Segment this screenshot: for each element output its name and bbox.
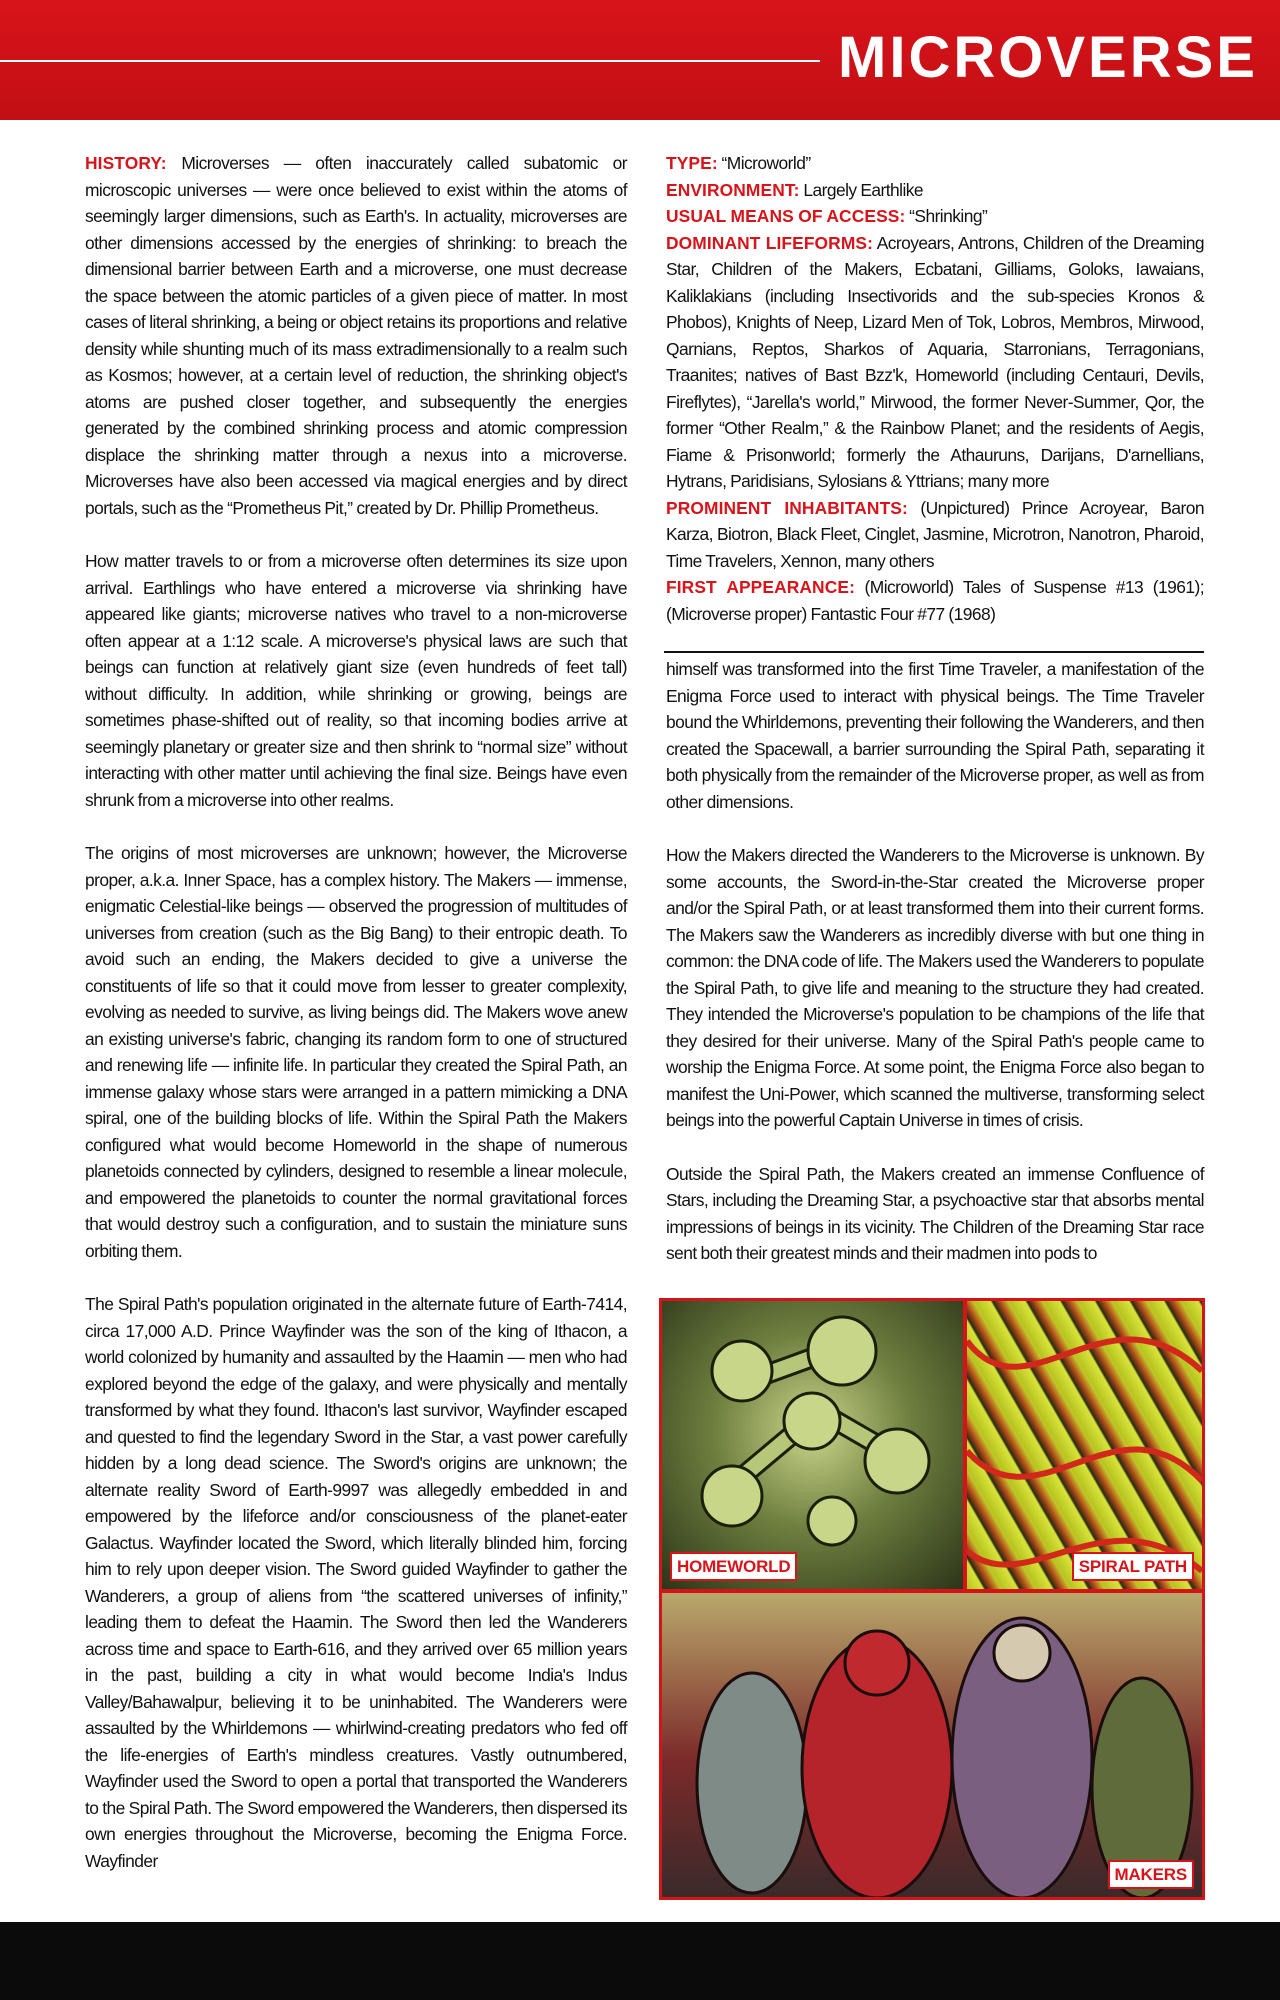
stat-first-appearance-value: (Microworld) Tales of Suspense #13 (1961); (Microverse proper) Fantastic Four #77 (1968) [666,577,1204,624]
stat-environment [666,177,1204,204]
spiral-path-image [967,1301,1202,1589]
makers-image [662,1593,1202,1897]
stat-lifeforms [666,230,1204,495]
stat-first-appearance [666,574,1204,627]
continued-paragraph-3: Outside the Spiral Path, the Makers created an immense Confluence of Stars, including the Dreaming Star, a psychoactive star that absorbs mental impressions of beings in its vicinity. The Children of the Dreaming Star race sent both their greatest minds and their madmen into pods to [666,1163,1204,1263]
stat-first-appearance-label: FIRST APPEARANCE: [666,577,855,597]
illustration-panels [659,1298,1205,1900]
stat-inhabitants [666,495,1204,575]
history-paragraph-1 [85,150,627,521]
header-rule [0,60,820,62]
stat-access-label: USUAL MEANS OF ACCESS: [666,206,906,226]
page-title: MICROVERSE [838,25,1258,90]
homeworld-image [662,1301,963,1589]
history-paragraph-4: The Spiral Path's population originated in the alternate future of Earth-7414, circa 17,000 A.D. Prince Wayfinder was the son of the king of Ithacon, a world colonized by humanity and assaulted by the Haamin — men who had explored beyond the edge of the galaxy, and were physically and mentally transformed by what they found. Ithacon's last survivor, Wayfinder escaped and quested to find the legendary Sword in the Star, a vast power carefully hidden by a long dead science. The Sword's origins are unknown; the alternate reality Sword of Earth-9997 was allegedly embedded in and empowered by the lifeforce and/or consciousness of the planet-eater Galactus. Wayfinder located the Sword, which literally blinded him, forcing him to rely upon deeper vision. The Sword guided Wayfinder to gather the Wanderers, a group of aliens from “the scattered universes of infinity,” leading them to defeat the Haamin. The Sword then led the Wanderers across time and space to Earth-616, and they arrived over 65 million years in the past, building a city in what would become India's Indus Valley/Bahawalpur, believing it to be uninhabited. The Wanderers were assaulted by the Whirldemons — whirlwind-creating predators who fed off the life-energies of Earth's mindless creatures. Vastly outnumbered, Wayfinder used the Sword to open a portal that transported the Wanderers to the Spiral Path. The Sword empowered the Wanderers, then dispersed its own energies throughout the Microverse, becoming the Enigma Force. Wayfinder [85,1294,627,1871]
stat-type [666,150,1204,177]
homeworld-illustration [662,1301,963,1589]
continued-paragraph-2: How the Makers directed the Wanderers to the Microverse is unknown. By some accounts, the Sword-in-the-Star created the Microverse proper and/or the Spiral Path, or at least transformed them into their current forms. The Makers saw the Wanderers as incredibly diverse with but one thing in common: the DNA code of life. The Makers used the Wanderers to populate the Spiral Path, to give life and meaning to the structure they had created. They intended the Microverse's population to be champions of the life that they desired for their universe. Many of the Spiral Path's people came to worship the Enigma Force. At some point, the Enigma Force also began to manifest the Uni-Power, which scanned the multiverse, transforming select beings into the powerful Captain Universe in times of crisis. [666,845,1204,1130]
stat-inhabitants-label: PROMINENT INHABITANTS: [666,497,908,518]
stat-environment-value: Largely Earthlike [803,179,924,200]
stat-lifeforms-label: DOMINANT LIFEFORMS: [666,232,874,253]
stat-access-value: “Shrinking” [909,206,988,226]
stat-type-label: TYPE: [666,153,718,173]
stats-divider [664,651,1204,653]
history-text-1: Microverses — often inaccurately called subatomic or microscopic universes — were once believed to exist within the atoms of seemingly larger dimensions, such as Earth's. In actuality, microverses are other dimensions accessed by the energies of shrinking: to breach the dimensional barrier between Earth and a microverse, one must decrease the space between the atomic particles of a given piece of matter. In most cases of literal shrinking, a being or object retains its proportions and relative density while shunting much of its mass extradimensionally to a realm such as Kosmos; however, at a certain level of reduction, the shrinking object's atoms are pushed closer together, and subsequently the energies generated by the combined shrinking process and atomic compression displace the shrinking matter through a nexus into a microverse. Microverses have also been accessed via magical energies and by direct portals, such as the “Prometheus Pit,” created by Dr. Phillip Prometheus. [85,153,627,518]
continued-column [666,656,1204,1267]
stat-inhabitants-value: (Unpictured) Prince Acroyear, Baron Karza, Biotron, Black Fleet, Cinglet, Jasmine, Microtron, Nanotron, Pharoid, Time Travelers, Xennon, many others [666,497,1204,571]
page-header [0,0,1280,120]
stat-type-value: “Microworld” [721,153,811,173]
history-paragraph-2: How matter travels to or from a microverse often determines its size upon arrival. Earthlings who have entered a microverse via shrinking have appeared like giants; microverse natives who travel to a non-microverse often appear at a 1:12 scale. A microverse's physical laws are such that beings can function at relatively giant size (even hundreds of feet tall) without difficulty. In addition, while shrinking or growing, beings are sometimes phase-shifted out of reality, so that incoming bodies arrive at seemingly planetary or greater size and then shrink to “normal size” without interacting with other matter until achieving the final size. Beings have even shrunk from a microverse into other realms. [85,551,627,810]
stat-lifeforms-value: Acroyears, Antrons, Children of the Dreaming Star, Children of the Makers, Ecbatani, Gilliams, Goloks, Iawaians, Kaliklakians (including Insectivorids and the sub-species Kronos & Phobos), Knights of Neep, Lizard Men of Tok, Lobros, Membros, Mirwood, Qarnians, Reptos, Sharkos of Aquaria, Starronians, Terragonians, Traanites; natives of Bast Bzz'k, Homeworld (including Centauri, Devils, Fireflytes), “Jarella's world,” Mirwood, the former Never-Summer, Qor, the former “Other Realm,” & the Rainbow Planet; and the residents of Aegis, Fiame & Prisonworld; formerly the Athauruns, Darijans, D'arnellians, Hytrans, Paridisians, Sylosians & Yttrians; many more [666,232,1205,491]
spiral-path-illustration [967,1301,1202,1589]
continued-paragraph-1: himself was transformed into the first Time Traveler, a manifestation of the Enigma Force used to interact with physical beings. The Time Traveler bound the Whirldemons, preventing their following the Wanderers, and then created the Spacewall, a barrier surrounding the Spiral Path, separating it both physically from the remainder of the Microverse proper, as well as from other dimensions. [666,659,1204,812]
stat-environment-label: ENVIRONMENT: [666,179,800,200]
stats-block [666,150,1204,627]
history-label: HISTORY: [85,153,167,173]
makers-illustration [662,1593,1202,1897]
history-paragraph-3: The origins of most microverses are unknown; however, the Microverse proper, a.k.a. Inner Space, has a complex history. The Makers — immense, enigmatic Celestial-like beings — observed the progression of multitudes of universes from creation (such as the Big Bang) to their entropic death. To avoid such an ending, the Makers decided to give a universe the constituents of life so that it could move from lesser to greater complexity, evolving as needed to survive, as living beings did. The Makers wove anew an existing universe's fabric, changing its random form to one of structured and renewing life — infinite life. In particular they created the Spiral Path, an immense galaxy whose stars were arranged in a pattern mimicking a DNA spiral, one of the building blocks of life. Within the Spiral Path the Makers configured what would become Homeworld in the shape of numerous planetoids connected by cylinders, designed to resemble a linear molecule, and empowered the planetoids to counter the normal gravitational forces that would destroy such a configuration, and to sustain the miniature suns orbiting them. [85,843,627,1261]
spiral-path-label: SPIRAL PATH [1072,1552,1194,1581]
homeworld-label: HOMEWORLD [670,1552,797,1581]
stat-access [666,203,1204,230]
makers-label: MAKERS [1108,1860,1194,1889]
history-column [85,150,627,1874]
page-footer [0,1922,1280,2000]
